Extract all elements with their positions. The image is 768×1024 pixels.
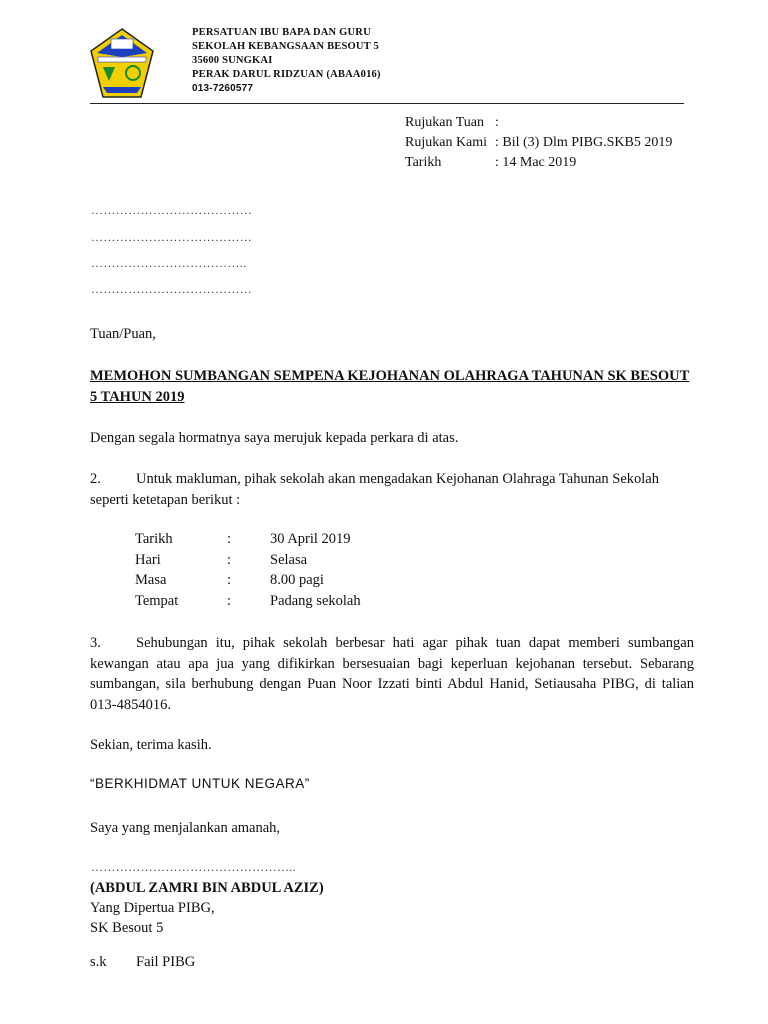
address-line-2: ………………………………… <box>91 230 253 244</box>
org-name: PERSATUAN IBU BAPA DAN GURU <box>192 27 371 38</box>
ref-value: : Bil (3) Dlm PIBG.SKB5 2019 <box>495 135 673 150</box>
detail-row <box>135 591 361 612</box>
reference-block <box>405 113 672 173</box>
detail-key: Hari <box>135 551 161 568</box>
detail-row <box>135 529 361 550</box>
ref-label: Rujukan Kami <box>405 135 488 150</box>
signer-position: Yang Dipertua PIBG, <box>90 900 215 916</box>
paragraph-3 <box>90 633 694 715</box>
paragraph-text: Sehubungan itu, pihak sekolah berbesar hati agar pihak tuan dapat memberi sumbangan kewangan atau apa jua yang difikirkan bersesuaian bagi keperluan kejohanan tersebut. Sebarang sumbangan, sila berhubung dengan Puan Noor Izzati binti Abdul Hanid, Setiausaha PIBG, di talian 013-4854016. <box>90 635 694 713</box>
paragraph-1: Dengan segala hormatnya saya merujuk kepada perkara di atas. <box>90 430 459 446</box>
paragraph-number: 2. <box>90 471 101 487</box>
copy-to-label: s.k <box>90 954 107 970</box>
detail-colon: : <box>227 572 232 589</box>
ref-row-kami <box>405 133 672 153</box>
address-line-1: ………………………………… <box>91 203 253 217</box>
address-line-4: ………………………………… <box>91 282 253 296</box>
paragraph-number: 3. <box>90 635 101 651</box>
letterhead <box>192 26 381 96</box>
detail-key: Masa <box>135 572 167 589</box>
detail-value: Padang sekolah <box>270 592 361 609</box>
motto: “BERKHIDMAT UNTUK NEGARA” <box>90 776 310 791</box>
ref-value: : 14 Mac 2019 <box>495 155 577 170</box>
paragraph-text: Untuk makluman, pihak sekolah akan mengadakan Kejohanan Olahraga Tahunan Sekolah seperti ketetapan berikut : <box>90 471 659 508</box>
address-line-3: ……………………………….. <box>91 256 247 270</box>
subject-heading: MEMOHON SUMBANGAN SEMPENA KEJOHANAN OLAHRAGA TAHUNAN SK BESOUT 5 TAHUN 2019 <box>90 368 690 405</box>
school-logo <box>89 27 155 99</box>
ref-row-tuan <box>405 113 672 133</box>
detail-colon: : <box>227 592 232 609</box>
paragraph-2 <box>90 469 694 510</box>
signer-school: SK Besout 5 <box>90 920 164 936</box>
trust-line: Saya yang menjalankan amanah, <box>90 820 281 836</box>
detail-value: 8.00 pagi <box>270 572 324 589</box>
detail-row <box>135 570 361 591</box>
salutation: Tuan/Puan, <box>90 326 156 342</box>
detail-key: Tempat <box>135 592 179 609</box>
closing-line: Sekian, terima kasih. <box>90 737 212 753</box>
detail-value: Selasa <box>270 551 308 568</box>
ref-row-tarikh <box>405 153 672 173</box>
detail-row <box>135 550 361 571</box>
detail-colon: : <box>227 531 232 547</box>
ref-label: Rujukan Tuan <box>405 115 484 130</box>
header-divider <box>90 103 684 104</box>
detail-key: Tarikh <box>135 531 173 547</box>
detail-colon: : <box>227 551 232 568</box>
school-name: SEKOLAH KEBANGSAAN BESOUT 5 <box>192 41 379 52</box>
copy-to <box>90 954 195 971</box>
state-code: PERAK DARUL RIDZUAN (ABAA016) <box>192 69 381 80</box>
postcode-town: 35600 SUNGKAI <box>192 55 273 66</box>
ref-value: : <box>495 115 499 130</box>
copy-to-value: Fail PIBG <box>136 954 196 970</box>
detail-value: 30 April 2019 <box>270 531 351 547</box>
event-details <box>135 529 361 611</box>
phone-number: 013-7260577 <box>192 83 254 94</box>
signer-name: (ABDUL ZAMRI BIN ABDUL AZIZ) <box>90 880 324 896</box>
signature-line: ………………………………………….. <box>91 860 297 874</box>
ref-label: Tarikh <box>405 155 442 170</box>
